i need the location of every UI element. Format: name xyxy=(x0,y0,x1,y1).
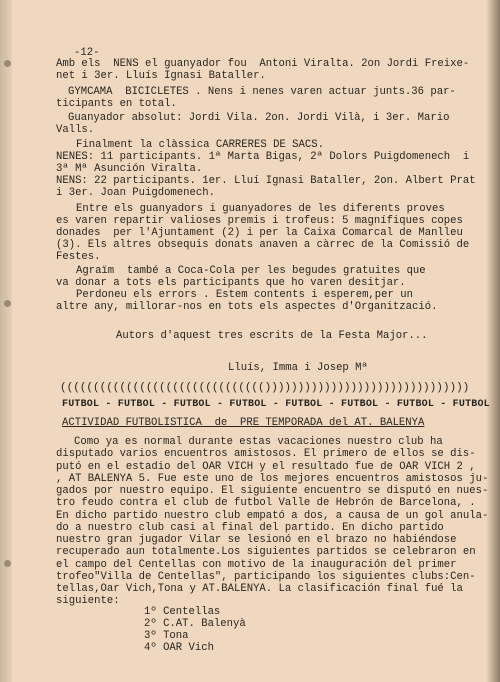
text-line: (3). Els altres obsequis donats anaven a càrrec de la Comissió de xyxy=(56,239,470,251)
ranking-item: 3º Tona xyxy=(144,630,189,642)
text-line: va donar a tots els participants que ho varen desitjar. xyxy=(56,277,406,289)
page-number: -12- xyxy=(74,47,100,59)
text-line: NENS: 22 participants. 1er. Lluí Ignasi Bataller, 2on. Albert Prat xyxy=(56,175,476,187)
ranking-item: 4º OAR Vich xyxy=(144,642,214,654)
futbol-banner: FUTBOL - FUTBOL - FUTBOL - FUTBOL - FUTBOL - FUTBOL - FUTBOL - FUTBOL xyxy=(62,399,490,410)
text-line: el campo del Centellas con motivo de la inauguración del primer xyxy=(56,559,457,571)
text-line: altre any, millorar-nos en tots els aspectes d'Organització. xyxy=(56,301,438,313)
text-line: disputado varios encuentros amistosos. El primero de ellos se dis- xyxy=(56,448,476,460)
text-line: En dicho partido nuestro club empató a dos, a causa de un gol anula- xyxy=(56,510,489,522)
text-line: Entre els guanyadors i guanyadores de les diferents proves xyxy=(76,203,445,215)
text-line: Festes. xyxy=(56,251,101,263)
ranking-item: 2º C.AT. Balenyà xyxy=(144,618,246,630)
text-line: trofeo"Villa de Centellas", participando los siguientes clubs:Cen- xyxy=(56,571,476,583)
text-line: Perdoneu els errors . Estem contents i esperem,per un xyxy=(76,289,413,301)
text-line: Como ya es normal durante estas vacaciones nuestro club ha xyxy=(74,436,443,448)
authors-intro: Autors d'aquest tres escrits de la Festa Major... xyxy=(116,330,428,342)
text-line: gados por nuestro equipo. El siguiente encuentro se disputó en nues- xyxy=(56,485,489,497)
text-line: ticipants en total. xyxy=(56,98,177,110)
text-line: putó en el estadio del OAR VICH y el resultado fue de OAR VICH 2 , xyxy=(56,461,476,473)
ranking-item: 1º Centellas xyxy=(144,606,221,618)
text-line: nuestro gran jugador Vilar se lesionó en el brazo no habiéndose xyxy=(56,534,457,546)
text-line: siguiente: xyxy=(56,595,120,607)
text-line: 3ª Mª Asunción Viralta. xyxy=(56,163,203,175)
signature: Lluís, Imma i Josep Mª xyxy=(228,362,368,374)
text-line: es varen repartir valioses premis i trofeus: 5 magnífiques copes xyxy=(56,215,463,227)
text-line: Agraïm també a Coca-Cola per les begudes gratuites que xyxy=(76,265,426,277)
text-line: Guanyador absolut: Jordi Vila. 2on. Jordi Vilà, i 3er. Mario xyxy=(68,112,450,124)
section-title: ACTIVIDAD FUTBOLISTICA de PRE TEMPORADA del AT. BALENYA xyxy=(62,417,425,429)
text-line: GYMCAMA BICICLETES . Nens i nenes varen actuar junts.36 par- xyxy=(68,86,456,98)
text-line: Valls. xyxy=(56,124,95,136)
parenthesis-divider: ((((((((((((((((((((((((((((((())))))))))))))))))))))))))))))) xyxy=(60,382,470,394)
text-line: recuperado aun totalmente.Los siguientes partidos se celebraron en xyxy=(56,546,476,558)
text-line: tellas,Oar Vich,Tona y AT.BALENYA. La clasificación final fué la xyxy=(56,583,463,595)
text-line: net i 3er. Lluís Ignasi Bataller. xyxy=(56,70,266,82)
text-line: , AT BALENYA 5. Fue este uno de los mejores encuentros amistosos ju- xyxy=(56,473,489,485)
text-line: NENES: 11 participants. 1ª Marta Bigas, 2ª Dolors Puigdomenech i xyxy=(56,151,470,163)
text-line: tro feudo contra el club de futbol Valle de Hebrón de Barcelona, . xyxy=(56,497,476,509)
text-line: donades per l'Ajuntament (2) i per la Caixa Comarcal de Manlleu xyxy=(56,227,463,239)
text-line: do a nuestro club casi al final del partido. En dicho partido xyxy=(56,522,444,534)
text-line: i 3er. Joan Puigdomenech. xyxy=(56,187,215,199)
text-line: Amb els NENS el guanyador fou Antoni Viralta. 2on Jordi Freixe- xyxy=(56,58,470,70)
text-line: Finalment la clàssica CARRERES DE SACS. xyxy=(76,139,324,151)
